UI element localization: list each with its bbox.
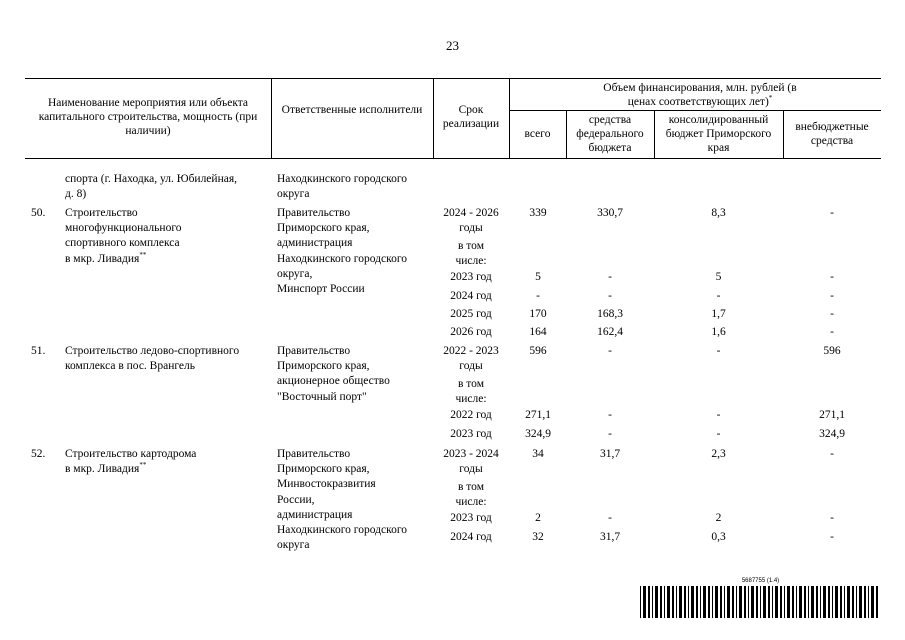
regional-value: 0,3 [711, 531, 726, 543]
page-number: 23 [446, 38, 459, 53]
executor-line: округа [277, 539, 310, 552]
executor-line: Правительство [277, 448, 351, 460]
regional-value: 8,3 [711, 207, 726, 219]
federal-value: - [608, 290, 612, 302]
regional-value: 2 [715, 512, 722, 524]
executor-line: Приморского края, [277, 360, 370, 373]
federal-value: - [608, 409, 612, 421]
regional-value: 5 [715, 271, 722, 283]
total-value: 170 [529, 308, 547, 320]
footnote-mark: ** [139, 250, 147, 259]
executor-line: Правительство [277, 207, 351, 219]
header-total: всего [524, 128, 551, 140]
executor-line: Находкинского городского [277, 524, 408, 536]
object-name-text: в мкр. Ливадия [65, 463, 140, 476]
term-line: числе: [455, 255, 487, 268]
federal-value: - [608, 512, 612, 524]
extra-value: - [830, 531, 834, 543]
regional-value: - [716, 409, 721, 421]
term-line: годы [459, 463, 483, 476]
term-line: 2023 год [450, 428, 492, 440]
executor-line: акционерное общество [277, 375, 390, 388]
object-name-line [65, 462, 270, 477]
term-line: 2022 год [450, 409, 492, 421]
executor-line: Приморского края, [277, 463, 370, 476]
total-value: 2 [535, 512, 541, 524]
executor-line: Приморского края, [277, 222, 370, 235]
total-value: 324,9 [525, 428, 551, 440]
object-name-line: многофункционального [65, 222, 182, 235]
extra-value: - [830, 308, 834, 320]
object-name-line: спортивного комплекса [65, 237, 180, 250]
term-line: 2024 год [450, 531, 492, 543]
regional-value: 1,7 [711, 308, 726, 320]
object-name-line: Строительство ледово-спортивного [65, 345, 240, 357]
extra-value: - [830, 326, 834, 338]
term-line: числе: [455, 496, 487, 509]
executor-line: Минвостокразвития [277, 478, 376, 491]
term-line: годы [459, 222, 483, 235]
federal-value: 31,7 [599, 531, 621, 543]
barcode [640, 578, 881, 618]
regional-value: 1,6 [711, 326, 726, 338]
object-name-line: спорта (г. Находка, ул. Юбилейная, [65, 173, 237, 185]
extra-value: - [830, 448, 834, 460]
term-line: 2024 год [450, 290, 492, 302]
executor-line: округа [277, 188, 310, 201]
executor-line: администрация [277, 508, 353, 521]
term-line: 2026 год [450, 326, 492, 338]
regional-value: 2,3 [711, 448, 726, 460]
header-extra: внебюджетные средства [795, 121, 869, 147]
object-name-line: д. 8) [65, 188, 87, 201]
header-funding-group [600, 81, 800, 109]
barcode-graphic [640, 586, 881, 618]
federal-value: 31,7 [599, 448, 621, 460]
total-value: - [536, 290, 540, 302]
federal-value: - [608, 271, 612, 283]
header-divider-3 [509, 78, 510, 158]
term-line: годы [459, 360, 483, 373]
header-term: Срок реализации [442, 104, 500, 130]
executor-line: Находкинского городского [277, 173, 408, 185]
term-line: 2023 год [450, 271, 492, 283]
header-executors: Ответственные исполнители [281, 104, 423, 116]
federal-value: 162,4 [597, 326, 623, 338]
header-divider-4 [566, 110, 567, 158]
term-line: 2025 год [450, 308, 492, 320]
term-line: 2022 - 2023 [443, 345, 499, 357]
total-value: 5 [535, 271, 541, 283]
executor-line: администрация [277, 237, 353, 250]
total-value: 164 [529, 326, 547, 338]
object-name-text: в мкр. Ливадия [65, 252, 140, 265]
executor-line: "Восточный порт" [277, 390, 367, 403]
header-regional: консолидированный бюджет Приморского края [665, 114, 772, 154]
object-name-line [65, 252, 270, 267]
extra-value: 271,1 [819, 409, 845, 421]
federal-value: - [608, 428, 612, 440]
barcode-label: 5687755 (1.4) [741, 578, 780, 584]
term-line: в том [458, 481, 484, 493]
term-line: в том [458, 378, 484, 390]
header-divider-6 [783, 110, 784, 158]
executor-line: Находкинского городского [277, 252, 408, 265]
federal-value: 330,7 [597, 207, 623, 219]
federal-value: 168,3 [597, 308, 623, 320]
row-number: 50. [31, 207, 46, 219]
object-name-line: комплекса в пос. Врангель [65, 360, 196, 373]
extra-value: 596 [823, 345, 841, 357]
header-federal: средства федерального бюджета [576, 114, 644, 154]
term-line: в том [458, 240, 484, 252]
header-funding-group-text: Объем финансирования, млн. рублей (в ценах соответствующих лет) [603, 82, 797, 108]
regional-value: - [716, 290, 721, 302]
extra-value: - [830, 207, 834, 219]
federal-value: - [608, 345, 612, 357]
footnote-mark: ** [139, 461, 147, 470]
total-value: 34 [532, 448, 544, 460]
executor-line: Правительство [277, 345, 351, 357]
executor-line: Минспорт России [277, 283, 365, 295]
extra-value: - [830, 512, 834, 524]
extra-value: 324,9 [819, 428, 845, 440]
total-value: 271,1 [525, 409, 551, 421]
extra-value: - [830, 271, 834, 283]
header-funding-mark: * [768, 94, 773, 103]
term-line: 2023 - 2024 [443, 448, 499, 460]
regional-value: - [716, 428, 721, 440]
header-divider-1 [271, 78, 272, 158]
term-line: числе: [455, 393, 487, 406]
executor-line: округа, [277, 267, 313, 280]
total-value: 32 [532, 531, 544, 543]
row-number: 52. [31, 448, 46, 460]
object-name-line: Строительство [65, 207, 138, 219]
term-line: 2023 год [450, 512, 492, 524]
funding-subheader-border [509, 110, 881, 111]
executor-line: России, [277, 493, 315, 506]
row-number: 51. [31, 345, 46, 357]
total-value: 596 [529, 345, 547, 357]
header-divider-5 [654, 110, 655, 158]
header-bottom-border [25, 158, 881, 159]
term-line: 2024 - 2026 [443, 207, 499, 219]
header-divider-2 [433, 78, 434, 158]
total-value: 339 [529, 207, 547, 219]
extra-value: - [830, 290, 834, 302]
regional-value: - [716, 345, 721, 357]
header-name: Наименование мероприятия или объекта капитального строительства, мощность (при наличии) [38, 97, 258, 137]
object-name-line: Строительство картодрома [65, 448, 197, 460]
header-top-border [25, 78, 881, 79]
